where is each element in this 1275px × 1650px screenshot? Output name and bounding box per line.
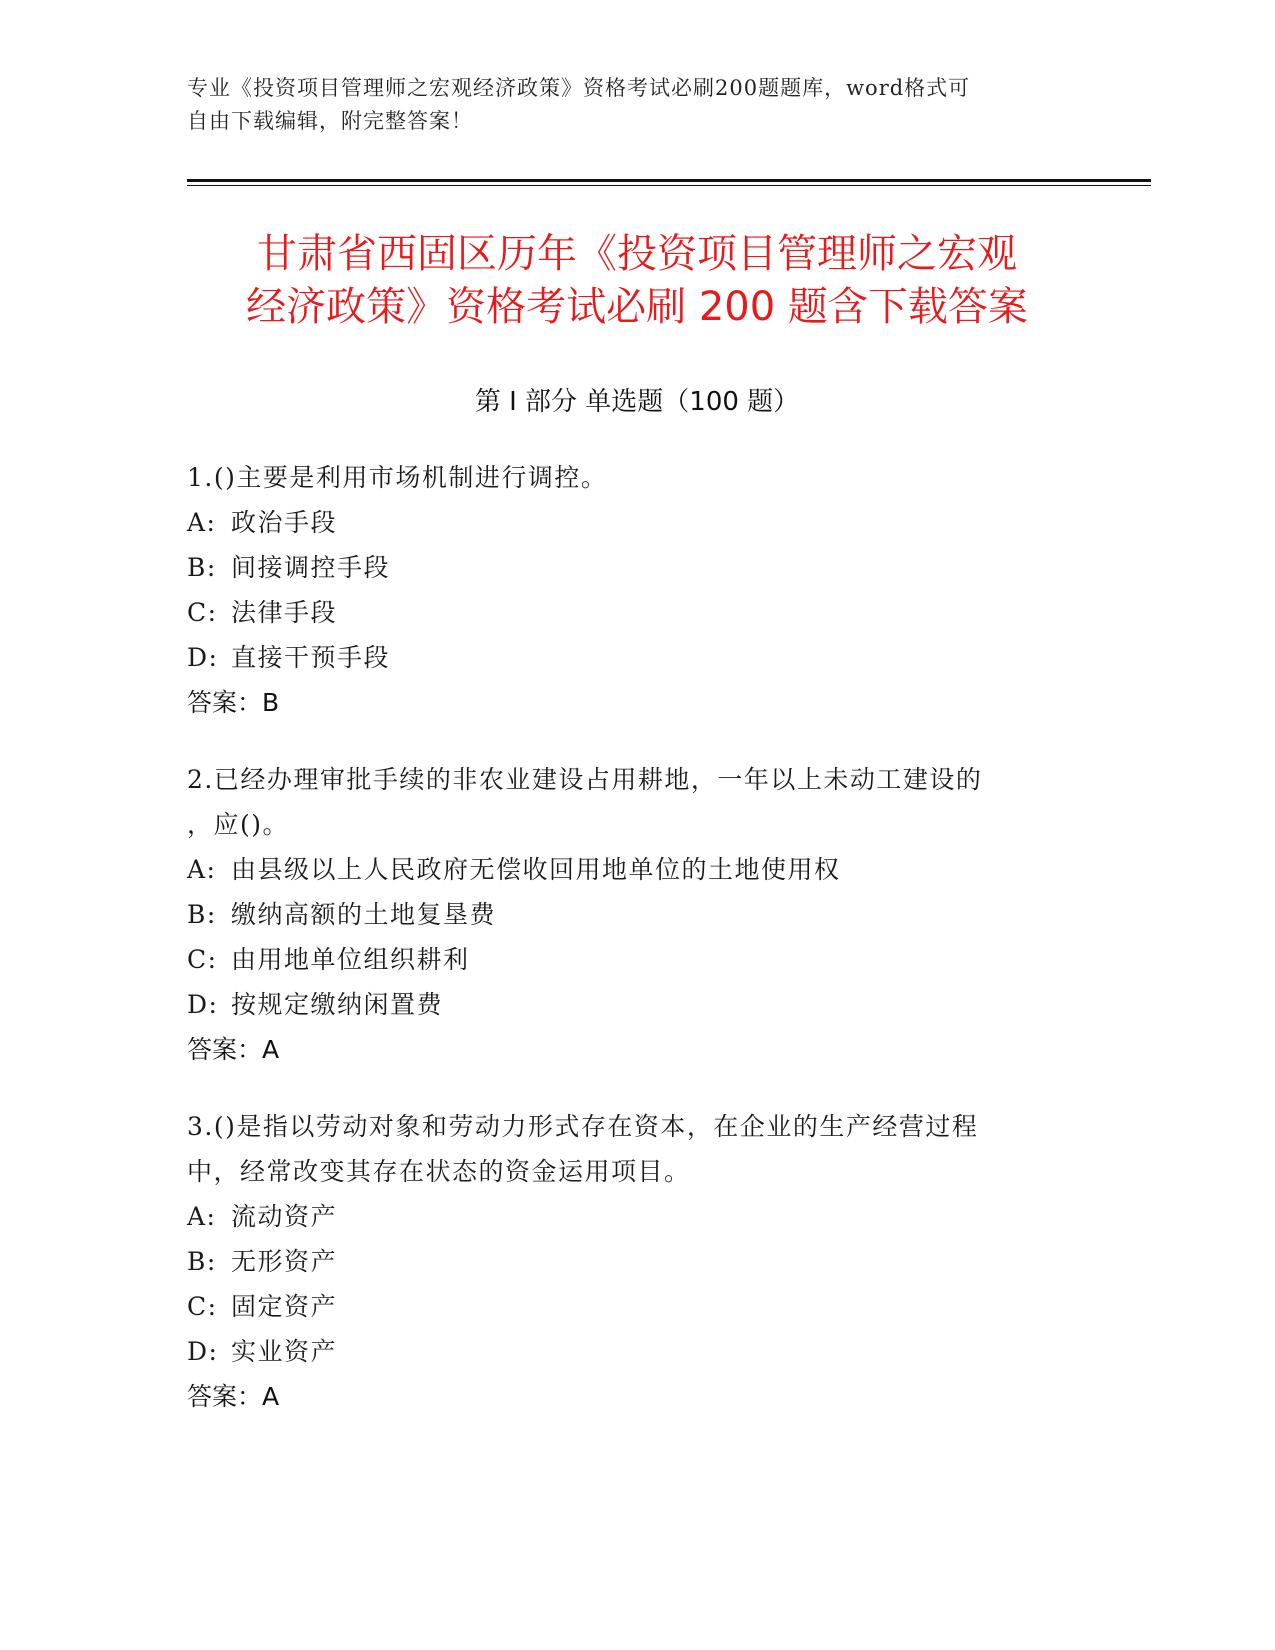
option-c [187, 937, 1067, 982]
option-text: 固定资产 [231, 1292, 338, 1321]
option-a [187, 1194, 1067, 1239]
header-note-line: 自由下载编辑，附完整答案！ [187, 109, 473, 133]
question-1 [187, 455, 1067, 725]
option-key: C: [187, 945, 218, 974]
document-title-line: 经济政策》资格考试必刷 200 题含下载答案 [246, 284, 1028, 330]
header-note [187, 72, 1067, 138]
option-key: D: [187, 1337, 219, 1366]
option-text: 直接干预手段 [231, 643, 391, 672]
header-note-line: 专业《投资项目管理师之宏观经济政策》资格考试必刷200题题库，word格式可 [187, 76, 971, 100]
option-text: 由县级以上人民政府无偿收回用地单位的土地使用权 [231, 855, 841, 884]
question-stem-line: 1.()主要是利用市场机制进行调控。 [187, 463, 608, 492]
option-text: 实业资产 [231, 1337, 338, 1366]
option-d [187, 635, 1067, 680]
option-a [187, 847, 1067, 892]
question-2 [187, 757, 1067, 1072]
question-stem-line: ，应()。 [187, 810, 290, 839]
section-heading: 第 I 部分 单选题（100 题） [474, 387, 800, 417]
header-divider-thin [187, 185, 1151, 186]
question-stem-line: 2.已经办理审批手续的非农业建设占用耕地，一年以上未动工建设的 [187, 765, 983, 794]
option-a [187, 500, 1067, 545]
option-d [187, 982, 1067, 1027]
option-key: C: [187, 598, 218, 627]
option-b [187, 1239, 1067, 1284]
option-key: D: [187, 990, 219, 1019]
option-key: B: [187, 900, 217, 929]
answer-line: 答案：A [187, 1035, 280, 1064]
question-stem [187, 1104, 1067, 1194]
option-text: 政治手段 [231, 508, 338, 537]
option-text: 法律手段 [231, 598, 338, 627]
option-text: 由用地单位组织耕利 [231, 945, 470, 974]
option-c [187, 1284, 1067, 1329]
option-key: A: [187, 855, 217, 884]
question-stem-line: 3.()是指以劳动对象和劳动力形式存在资本，在企业的生产经营过程 [187, 1112, 979, 1141]
question-3 [187, 1104, 1067, 1419]
option-b [187, 892, 1067, 937]
option-b [187, 545, 1067, 590]
option-key: A: [187, 508, 217, 537]
document-title [187, 228, 1087, 334]
option-key: B: [187, 553, 217, 582]
option-key: B: [187, 1247, 217, 1276]
header-divider-thick [187, 179, 1151, 182]
option-text: 按规定缴纳闲置费 [231, 990, 444, 1019]
option-d [187, 1329, 1067, 1374]
question-stem [187, 757, 1067, 847]
option-text: 缴纳高额的土地复垦费 [231, 900, 497, 929]
option-text: 间接调控手段 [231, 553, 391, 582]
answer-line: 答案：B [187, 688, 280, 717]
option-key: D: [187, 643, 219, 672]
question-stem-line: 中，经常改变其存在状态的资金运用项目。 [187, 1157, 691, 1186]
option-text: 无形资产 [231, 1247, 338, 1276]
option-key: A: [187, 1202, 217, 1231]
document-title-line: 甘肃省西固区历年《投资项目管理师之宏观 [257, 231, 1017, 277]
option-c [187, 590, 1067, 635]
option-text: 流动资产 [231, 1202, 338, 1231]
option-key: C: [187, 1292, 218, 1321]
answer-line: 答案：A [187, 1382, 280, 1411]
question-stem [187, 455, 1067, 500]
